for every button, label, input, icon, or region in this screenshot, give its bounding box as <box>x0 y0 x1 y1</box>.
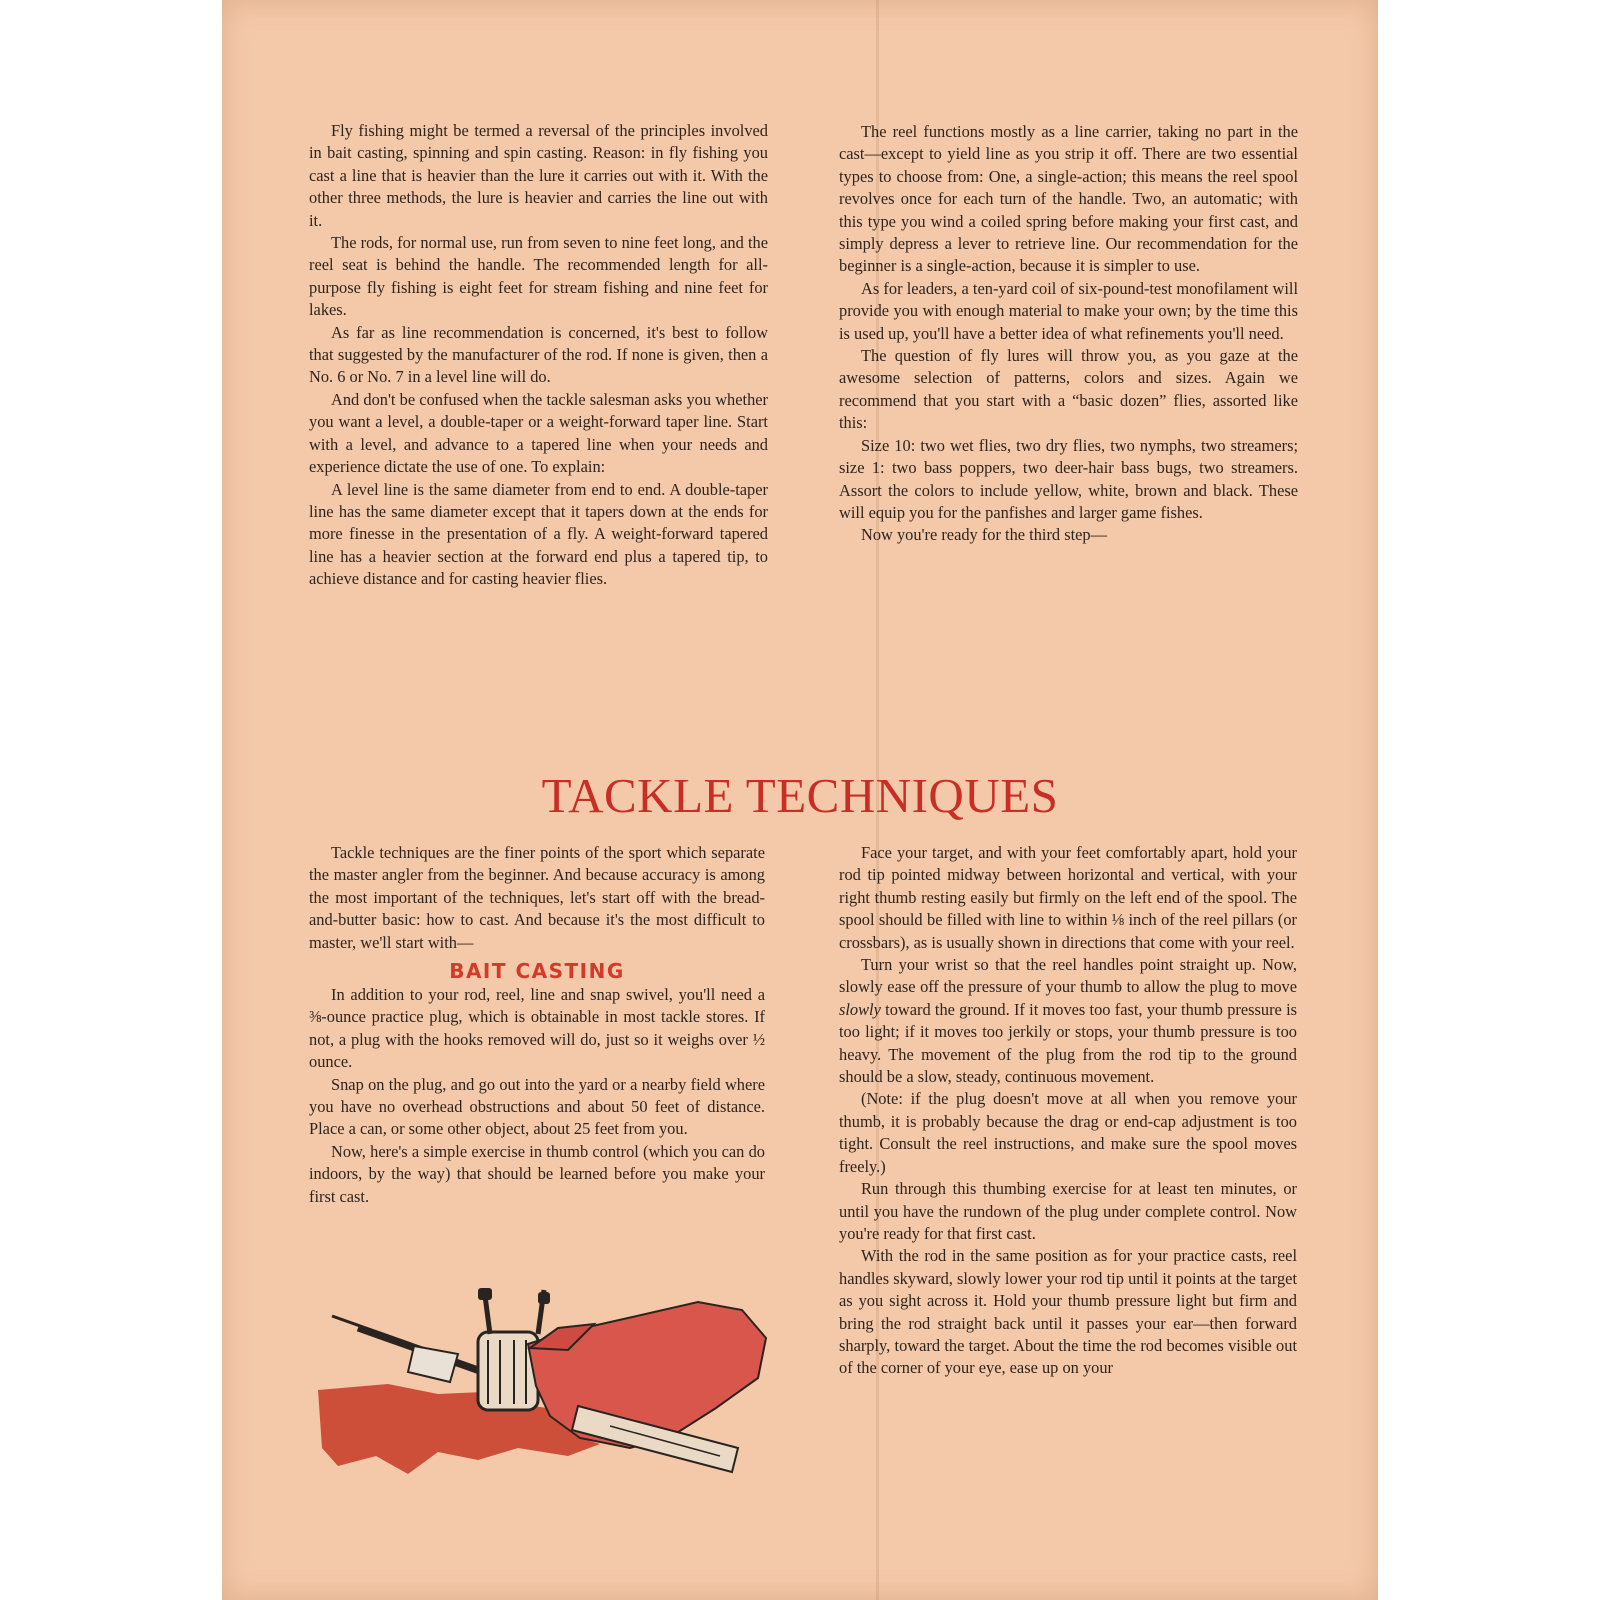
paragraph: In addition to your rod, reel, line and snap swivel, you'll need a ⅜-ounce practice plug, which is obtainable in most tackle stores. If not, a plug with the hooks removed will do, just so it weighs over ½ ounce. <box>309 985 765 1072</box>
paragraph: And don't be confused when the tackle salesman asks you whether you want a level, a double-taper or a weight-forward taper line. Start with a level, and advance to a tapered line when your needs and experience dictate the use of one. To explain: <box>309 389 768 477</box>
bait-casting-column <box>309 842 765 1208</box>
paragraph: With the rod in the same position as for your practice casts, reel handles skyward, slowly lower your rod tip until it points at the target as you sight across it. Hold your thumb pressure light but firm and bring the rod straight back until it passes your ear—then forward sharply, toward the target. About the time the rod becomes visible out of the corner of your eye, ease up on your <box>839 1246 1297 1378</box>
paragraph: The rods, for normal use, run from seven to nine feet long, and the reel seat is behind the handle. The recommended length for all-purpose fly fishing is eight feet for stream fishing and nine feet for lakes. <box>309 233 768 320</box>
paragraph: As far as line recommendation is concerned, it's best to follow that suggested by the manufacturer of the rod. If none is given, then a No. 6 or No. 7 in a level line will do. <box>309 322 768 387</box>
paragraph: Snap on the plug, and go out into the yard or a nearby field where you have no overhead obstructions and about 50 feet of distance. Place a can, or some other object, about 25 feet from you. <box>309 1074 765 1139</box>
paragraph: Face your target, and with your feet comfortably apart, hold your rod tip pointed midway between horizontal and vertical, with your right thumb resting easily but firmly on the left end of the spool. The spool should be filled with line to within ⅛ inch of the reel pillars (or crossbars), as is usually shown in directions that come with your reel. <box>839 843 1297 952</box>
text-run: toward the ground. If it moves too fast, your thumb pressure is too light; if it moves too jerkily or stops, your thumb pressure is too heavy. The movement of the plug from the rod tip to the ground should be a slow, steady, continuous movement. <box>839 999 1297 1087</box>
paragraph: The question of fly lures will throw you, as you gaze at the awesome selection of patterns, colors and sizes. Again we recommend that you start with a “basic dozen” flies, assorted like this: <box>839 346 1298 433</box>
reel-leaders-flies-column <box>839 121 1298 547</box>
paragraph: Now, here's a simple exercise in thumb control (which you can do indoors, by the way) that should be learned before you make your first cast. <box>309 1141 765 1206</box>
paragraph: As for leaders, a ten-yard coil of six-pound-test monofilament will provide you with enough material to make your own; by the time this is used up, you'll have a better idea of what refinements you'll need. <box>839 278 1298 343</box>
rod-ferrule <box>408 1346 458 1382</box>
emphasis-slowly: slowly <box>839 999 881 1019</box>
paragraph: Run through this thumbing exercise for at least ten minutes, or until you have the rundown of the plug under complete control. Now you're ready for that first cast. <box>839 1179 1297 1243</box>
intro-paragraph: Tackle techniques are the finer points of the sport which separate the master angler from the beginner. And because accuracy is among the most important of the techniques, let's start off with the bread-and-butter basic: how to cast. And because it's the most difficult to master, we'll start with— <box>309 843 765 952</box>
section-title: TACKLE TECHNIQUES <box>541 768 1059 823</box>
paragraph: Fly fishing might be termed a reversal of the principles involved in bait casting, spinning and spin casting. Reason: in fly fishing you cast a line that is heavier than the lure it carries out with it. With the other three methods, the lure is heavier and carries the line out with it. <box>309 121 768 230</box>
paragraph <box>839 954 1297 1088</box>
bait-casting-heading: BAIT CASTING <box>449 959 625 984</box>
fly-fishing-column <box>309 120 768 591</box>
paragraph: The reel functions mostly as a line carrier, taking no part in the cast—except to yield line as you strip it off. There are two essential types to choose from: One, a single-action; this means the reel spool revolves once for each turn of the handle. Two, an automatic; with this type you wind a coiled spring before making your first cast, and simply depress a lever to retrieve line. Our recommendation for the beginner is a single-action, because it is simpler to use. <box>839 122 1298 276</box>
paragraph: Now you're ready for the third step— <box>861 525 1108 545</box>
hand-holding-casting-reel-illustration <box>318 1288 768 1480</box>
casting-instructions-column <box>839 842 1297 1380</box>
paragraph: (Note: if the plug doesn't move at all when you remove your thumb, it is probably because the drag or end-cap adjustment is too tight. Consult the reel instructions, and make sure the spool moves freely.) <box>839 1089 1297 1176</box>
paragraph: A level line is the same diameter from end to end. A double-taper line has the same diameter except that it tapers down at the ends for more finesse in the presentation of a fly. A weight-forward tapered line has a heavier section at the forward end plus a tapered tip, to achieve distance and for casting heavier flies. <box>309 479 768 589</box>
text-run: Turn your wrist so that the reel handles point straight up. Now, slowly ease off the pressure of your thumb to allow the plug to move <box>839 955 1297 997</box>
paragraph: Size 10: two wet flies, two dry flies, two nymphs, two streamers; size 1: two bass poppers, two deer-hair bass bugs, two streamers. Assort the colors to include yellow, white, brown and black. These will equip you for the panfishes and larger game fishes. <box>839 435 1298 522</box>
